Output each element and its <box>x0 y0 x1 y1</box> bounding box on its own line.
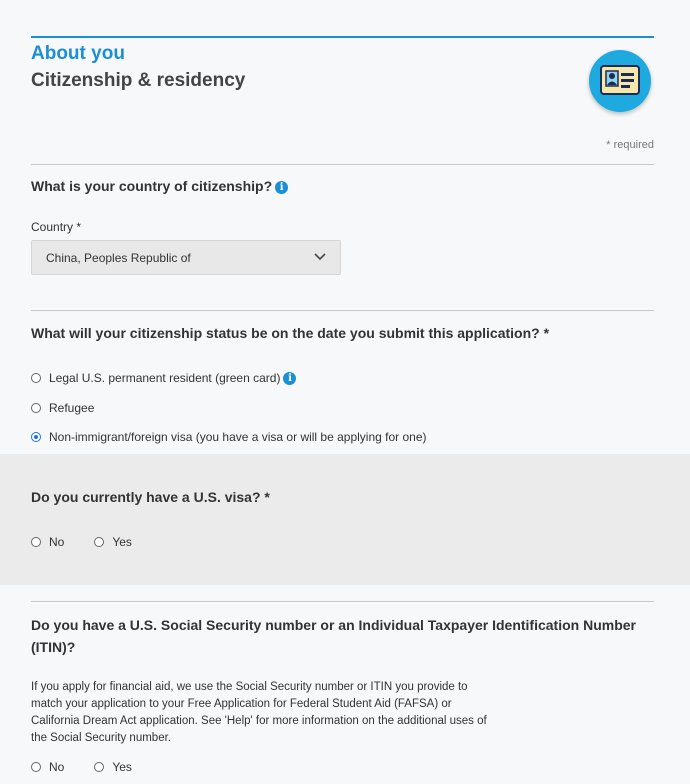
id-card-icon <box>589 50 651 112</box>
ssn-yes-label: Yes <box>112 760 132 774</box>
country-label: Country * <box>31 220 82 234</box>
section-label: About you <box>31 43 125 64</box>
citizenship-question-text: What is your country of citizenship? <box>31 178 273 194</box>
divider <box>31 164 654 165</box>
visa-options <box>31 535 162 549</box>
visa-question: Do you currently have a U.S. visa? * <box>31 489 270 505</box>
radio-button[interactable] <box>31 373 41 383</box>
visa-option-yes[interactable] <box>94 535 132 549</box>
country-value: China, Peoples Republic of <box>46 251 191 265</box>
citizenship-question <box>31 178 288 194</box>
radio-button[interactable] <box>31 537 41 547</box>
status-question: What will your citizenship status be on the date you submit this application? * <box>31 325 550 341</box>
visa-no-label: No <box>49 535 65 549</box>
status-option-label: Legal U.S. permanent resident (green card) <box>49 371 281 385</box>
required-note: * required <box>606 139 654 151</box>
radio-button-selected[interactable] <box>31 432 41 442</box>
visa-section <box>0 454 690 585</box>
status-option-label: Refugee <box>49 401 95 415</box>
visa-yes-label: Yes <box>112 535 132 549</box>
ssn-no-label: No <box>49 760 65 774</box>
visa-option-no[interactable] <box>31 535 64 549</box>
info-icon[interactable]: i <box>283 372 296 385</box>
radio-button[interactable] <box>31 762 41 772</box>
ssn-option-yes[interactable] <box>94 760 132 774</box>
radio-button[interactable] <box>94 762 104 772</box>
country-select[interactable] <box>31 240 341 275</box>
ssn-question: Do you have a U.S. Social Security number or an Individual Taxpayer Identification Number (ITIN)? <box>31 617 636 655</box>
chevron-down-icon <box>314 253 326 261</box>
ssn-help-text: If you apply for financial aid, we use the Social Security number or ITIN you provide to match your application to your Free Application for Federal Student Aid (FAFSA) or California Dream Act application. See 'Help' for more information on the additional uses of the Social Security number. <box>31 681 487 744</box>
status-option-green-card[interactable] <box>31 371 296 385</box>
status-option-label: Non-immigrant/foreign visa (you have a visa or will be applying for one) <box>49 430 427 444</box>
info-icon[interactable]: i <box>275 181 288 194</box>
radio-button[interactable] <box>94 537 104 547</box>
status-option-visa[interactable] <box>31 430 427 444</box>
radio-button[interactable] <box>31 403 41 413</box>
divider <box>31 310 654 311</box>
divider <box>31 601 654 602</box>
status-option-refugee[interactable] <box>31 401 94 415</box>
header-rule <box>31 36 654 38</box>
ssn-options <box>31 760 162 774</box>
page-title: Citizenship & residency <box>31 70 246 91</box>
ssn-option-no[interactable] <box>31 760 64 774</box>
